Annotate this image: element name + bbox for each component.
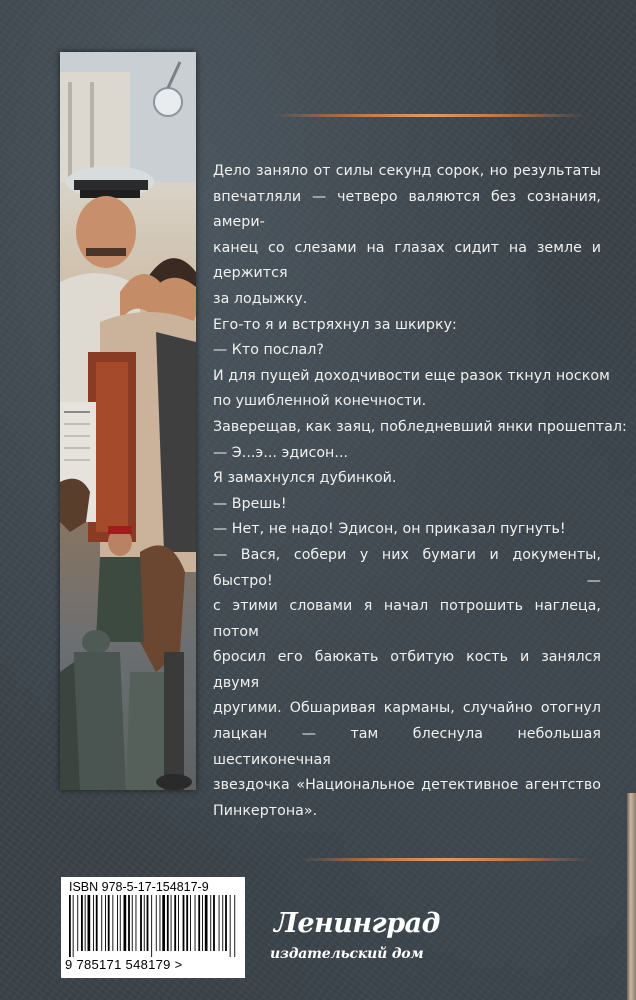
barcode-bar (205, 895, 208, 951)
barcode-bar (93, 895, 94, 951)
barcode-bar (96, 895, 98, 951)
spine-edge-art (627, 793, 636, 1000)
barcode-bar (151, 895, 152, 957)
blurb-line: за лодыжку. (213, 290, 308, 307)
publisher-logo (268, 908, 464, 980)
blurb-text (213, 159, 627, 824)
barcode-bar (140, 895, 142, 951)
isbn-label: ISBN 978-5-17-154817-9 (69, 880, 209, 894)
barcode-bar (147, 895, 149, 951)
barcode-bar (202, 895, 203, 951)
barcode-bar (167, 895, 169, 951)
barcode-bar (144, 895, 145, 951)
blurb-line: — Э...э... эдисон... (213, 444, 349, 461)
barcode-bar (101, 895, 102, 951)
blurb-line: Заверещав, как заяц, побледневший янки прошептал: (213, 418, 627, 435)
barcode-bar (160, 895, 161, 951)
barcode-bar (195, 895, 196, 951)
barcode-bar (88, 895, 91, 951)
barcode-bar (120, 895, 121, 951)
barcode-bar (156, 895, 157, 951)
barcode-bar (186, 895, 188, 951)
blurb-line: лацкан — там блеснула небольшая шестиконечная (213, 726, 601, 768)
barcode-bar (128, 895, 130, 951)
barcode-bar (225, 895, 227, 951)
barcode-bar (174, 895, 176, 951)
barcode-bar (136, 895, 137, 951)
isbn-digits: 9 785171 548179 > (65, 957, 183, 972)
blurb-line: — Нет, не надо! Эдисон, он приказал пугнуть! (213, 521, 566, 538)
blurb-line: звездочка «Национальное детективное агентство (213, 777, 601, 794)
publisher-name: Ленинград (274, 908, 440, 939)
barcode-bar (124, 895, 127, 951)
barcode-bar (117, 895, 118, 951)
blurb-line: с этими словами я начал потрошить наглеца, потом (213, 598, 601, 640)
barcode-bar (213, 895, 215, 951)
barcode-bar (81, 895, 83, 951)
barcode-bar (77, 895, 78, 951)
isbn-barcode (61, 877, 245, 978)
blurb-line: Дело заняло от силы секунд сорок, но результаты (213, 163, 601, 179)
barcode-bar (183, 895, 185, 951)
blurb-line: Его-то я и встряхнул за шкирку: (213, 316, 457, 333)
barcode-bar (108, 895, 110, 951)
blurb-line: по ушибленной конечности. (213, 393, 427, 410)
decorative-divider-bottom (300, 858, 590, 861)
barcode-bar (219, 895, 220, 951)
barcode-bars (67, 895, 239, 957)
barcode-bar (162, 895, 165, 951)
blurb-line: бросил его баюкать отбитую кость и занялся двумя (213, 649, 601, 691)
blurb-line: — Кто послал? (213, 342, 324, 359)
barcode-bar (132, 895, 133, 951)
barcode-bar (222, 895, 223, 951)
blurb-line: канец со слезами на глазах сидит на земле и держится (213, 239, 601, 282)
barcode-bar (234, 895, 235, 957)
barcode-bar (198, 895, 200, 951)
blurb-line: другими. Обшаривая карманы, случайно отогнул (213, 700, 601, 717)
cover-illustration (60, 52, 196, 790)
blurb-line: Я замахнулся дубинкой. (213, 470, 397, 487)
barcode-bar (190, 895, 191, 951)
blurb-line: И для пущей доходчивости еще разок ткнул носком (213, 367, 610, 384)
barcode-bar (171, 895, 172, 951)
barcode-bar (69, 895, 71, 957)
blurb-line: — Врешь! (213, 495, 287, 512)
decorative-divider-top (272, 114, 586, 117)
blurb-line: — Вася, собери у них бумаги и документы, быстро! — (213, 546, 601, 589)
publisher-subtitle: издательский дом (270, 946, 424, 962)
barcode-bar (230, 895, 231, 957)
barcode-bar (73, 895, 74, 957)
blurb-line: Пинкертона». (213, 802, 318, 819)
barcode-bar (210, 895, 211, 951)
barcode-bar (112, 895, 113, 951)
barcode-bar (105, 895, 106, 951)
barcode-bar (85, 895, 86, 951)
blurb-line: впечатляли — четверо валяются без сознания, амери- (213, 188, 601, 231)
barcode-bar (178, 895, 179, 951)
